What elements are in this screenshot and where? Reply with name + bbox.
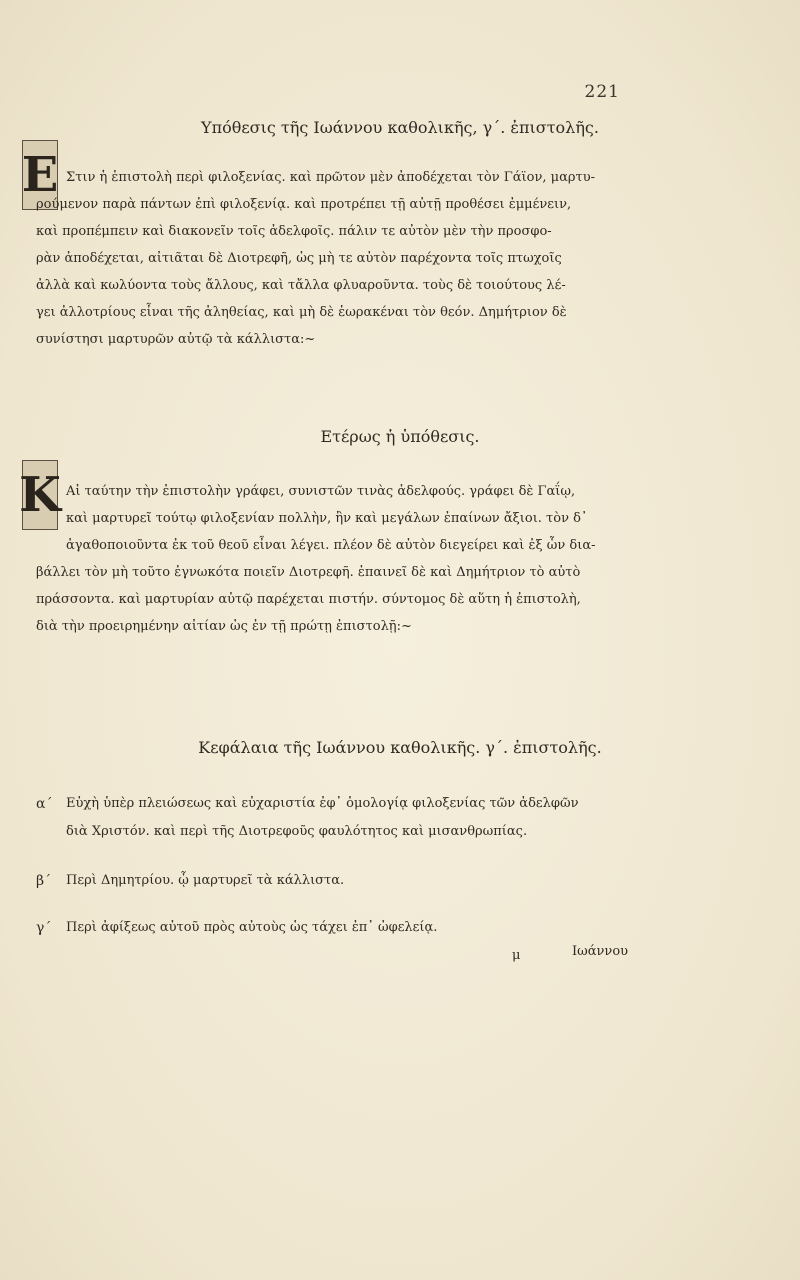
text-line: Αἰ ταύτην τὴν ἐπιστολὴν γράφει, συνιστῶν τινὰς ἀδελφούς. γράφει δὲ Γαΐῳ, bbox=[66, 484, 576, 499]
decorated-initial-epsilon: Ε bbox=[22, 140, 58, 210]
chapter-text-line: διὰ Χριστόν. καὶ περὶ τῆς Διοτρεφοῦς φαυλότητος καὶ μισανθρωπίας. bbox=[66, 824, 528, 839]
text-line: Στιν ἡ ἐπιστολὴ περὶ φιλοξενίας. καὶ πρῶτον μὲν ἀποδέχεται τὸν Γάϊον, μαρτυ- bbox=[66, 170, 596, 185]
text-line: καὶ μαρτυρεῖ τούτῳ φιλοξενίαν πολλὴν, ἣν καὶ μεγάλων ἐπαίνων ἄξιοι. τὸν δ᾽ bbox=[66, 511, 588, 526]
chapter-text-line: Περὶ Δημητρίου. ᾧ μαρτυρεῖ τὰ κάλλιστα. bbox=[66, 873, 345, 888]
signature-mark: μ bbox=[512, 948, 521, 963]
text-line: καὶ προπέμπειν καὶ διακονεῖν τοῖς ἀδελφοῖς. πάλιν τε αὐτὸν μὲν τὴν προσφο- bbox=[36, 224, 552, 239]
chapter-text-line: Περὶ ἀφίξεως αὐτοῦ πρὸς αὐτοὺς ὡς τάχει ἐπ᾽ ὠφελείᾳ. bbox=[66, 920, 438, 935]
chapter-item-alpha bbox=[36, 790, 636, 846]
catchword: Ιωάννου bbox=[572, 944, 629, 959]
text-line: γει ἀλλοτρίους εἶναι τῆς ἀληθείας, καὶ μὴ δὲ ἑωρακέναι τὸν θεόν. Δημήτριον δὲ bbox=[36, 305, 567, 320]
text-line: ἀγαθοποιοῦντα ἐκ τοῦ θεοῦ εἶναι λέγει. πλέον δὲ αὐτὸν διεγείρει καὶ ἐξ ὧν δια- bbox=[66, 538, 596, 553]
text-line: διὰ τὴν προειρημένην αἰτίαν ὡς ἐν τῇ πρώτῃ ἐπιστολῇ:~ bbox=[36, 619, 412, 634]
page-number: 221 bbox=[584, 82, 620, 102]
chapter-marker: α΄ bbox=[36, 796, 53, 812]
chapter-item-gamma bbox=[36, 914, 636, 942]
text-line: πράσσοντα. καὶ μαρτυρίαν αὐτῷ παρέχεται πιστήν. σύντομος δὲ αὕτη ἡ ἐπιστολὴ, bbox=[36, 592, 581, 607]
text-line: ἀλλὰ καὶ κωλύοντα τοὺς ἄλλους, καὶ τἄλλα φλυαροῦντα. τοὺς δὲ τοιούτους λέ- bbox=[36, 278, 566, 293]
text-line: ρούμενον παρὰ πάντων ἐπὶ φιλοξενίᾳ. καὶ προτρέπει τῇ αὐτῇ προθέσει ἐμμένειν, bbox=[36, 197, 572, 212]
chapter-text-line: Εὐχὴ ὑπὲρ πλειώσεως καὶ εὐχαριστία ἐφ᾽ ὁμολογίᾳ φιλοξενίας τῶν ἀδελφῶν bbox=[66, 796, 579, 811]
alternate-hypothesis-paragraph bbox=[36, 478, 636, 640]
section-heading-alternate-hypothesis: Ετέρως ἡ ὑπόθεσις. bbox=[320, 427, 480, 446]
section-heading-hypothesis: Υπόθεσις τῆς Ιωάννου καθολικῆς, γ΄. ἐπιστολῆς. bbox=[201, 118, 599, 137]
section-heading-chapters: Κεφάλαια τῆς Ιωάννου καθολικῆς. γ΄. ἐπιστολῆς. bbox=[198, 738, 602, 757]
text-line: ρὰν ἀποδέχεται, αἰτιᾶται δὲ Διοτρεφῆ, ὡς μὴ τε αὐτὸν παρέχοντα τοῖς πτωχοῖς bbox=[36, 251, 562, 266]
chapter-marker: β΄ bbox=[36, 873, 52, 889]
decorated-initial-kappa: Κ bbox=[22, 460, 58, 530]
hypothesis-paragraph bbox=[36, 164, 636, 353]
text-line: βάλλει τὸν μὴ τοῦτο ἐγνωκότα ποιεῖν Διοτρεφῆ. ἐπαινεῖ δὲ καὶ Δημήτριον τὸ αὐτὸ bbox=[36, 565, 581, 580]
text-line: συνίστησι μαρτυρῶν αὐτῷ τὰ κάλλιστα:~ bbox=[36, 332, 316, 347]
chapter-marker: γ΄ bbox=[36, 920, 52, 936]
chapter-item-beta bbox=[36, 867, 636, 895]
